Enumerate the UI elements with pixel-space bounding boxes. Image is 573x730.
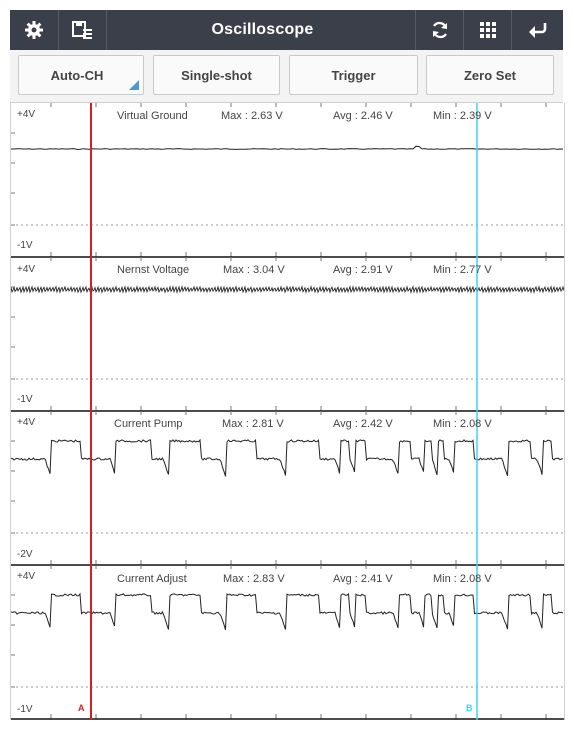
trace-current-pump: [11, 440, 563, 477]
title-bar: [10, 10, 563, 50]
save-list-button[interactable]: [58, 10, 107, 50]
gear-icon: [24, 20, 44, 40]
save-list-icon: [71, 20, 93, 40]
scope-canvas: [11, 103, 564, 720]
toolbar: [10, 50, 563, 103]
channel-2-top-scale: +4V: [17, 264, 36, 275]
trace-current-adjust: [11, 594, 563, 630]
zero-set-button[interactable]: [426, 55, 554, 95]
channel-4-max: Max : 2.83 V: [223, 573, 285, 585]
channel-3-max: Max : 2.81 V: [222, 418, 284, 430]
grid-button[interactable]: [463, 10, 512, 50]
page-title: Oscilloscope: [211, 21, 314, 38]
trace-virtual-ground: [11, 146, 563, 149]
channel-4-avg: Avg : 2.41 V: [333, 573, 393, 585]
channel-3-min: Min : 2.08 V: [433, 418, 492, 430]
channel-1-top-scale: +4V: [17, 109, 36, 120]
back-button[interactable]: [511, 10, 564, 50]
channel-1-bottom-scale: -1V: [17, 240, 33, 251]
auto-ch-button[interactable]: [18, 55, 144, 95]
refresh-button[interactable]: [415, 10, 464, 50]
channel-2-bottom-scale: -1V: [17, 394, 33, 405]
zero-set-label: Zero Set: [463, 67, 516, 83]
channel-4-top-scale: +4V: [17, 571, 36, 582]
back-icon: [527, 20, 549, 40]
channel-3-name: Current Pump: [114, 418, 183, 430]
trigger-label: Trigger: [331, 67, 376, 83]
channel-4-name: Current Adjust: [117, 573, 187, 585]
channel-1-avg: Avg : 2.46 V: [333, 110, 393, 122]
channel-2-avg: Avg : 2.91 V: [333, 264, 393, 276]
channel-4-bottom-scale: -1V: [17, 704, 33, 715]
oscilloscope-display[interactable]: [10, 103, 565, 720]
grid-icon: [479, 21, 497, 39]
cursor-b-label: B: [466, 703, 473, 713]
settings-button[interactable]: [10, 10, 59, 50]
channel-4-min: Min : 2.08 V: [433, 573, 492, 585]
channel-3-bottom-scale: -2V: [17, 549, 33, 560]
channel-3-avg: Avg : 2.42 V: [333, 418, 393, 430]
channel-2-name: Nernst Voltage: [117, 264, 190, 276]
channel-2-min: Min : 2.77 V: [433, 264, 492, 276]
single-shot-button[interactable]: [153, 55, 280, 95]
channel-3-top-scale: +4V: [17, 417, 36, 428]
channel-2-max: Max : 3.04 V: [223, 264, 285, 276]
refresh-icon: [430, 20, 450, 40]
cursor-a-label: A: [78, 703, 85, 713]
channel-1-name: Virtual Ground: [117, 110, 188, 122]
single-shot-label: Single-shot: [181, 67, 252, 83]
channel-1-min: Min : 2.39 V: [433, 110, 492, 122]
dropdown-corner-icon: [129, 80, 139, 90]
trigger-button[interactable]: [289, 55, 418, 95]
channel-1-max: Max : 2.63 V: [221, 110, 283, 122]
auto-ch-label: Auto-CH: [50, 67, 104, 83]
trace-nernst-voltage: [11, 287, 564, 292]
